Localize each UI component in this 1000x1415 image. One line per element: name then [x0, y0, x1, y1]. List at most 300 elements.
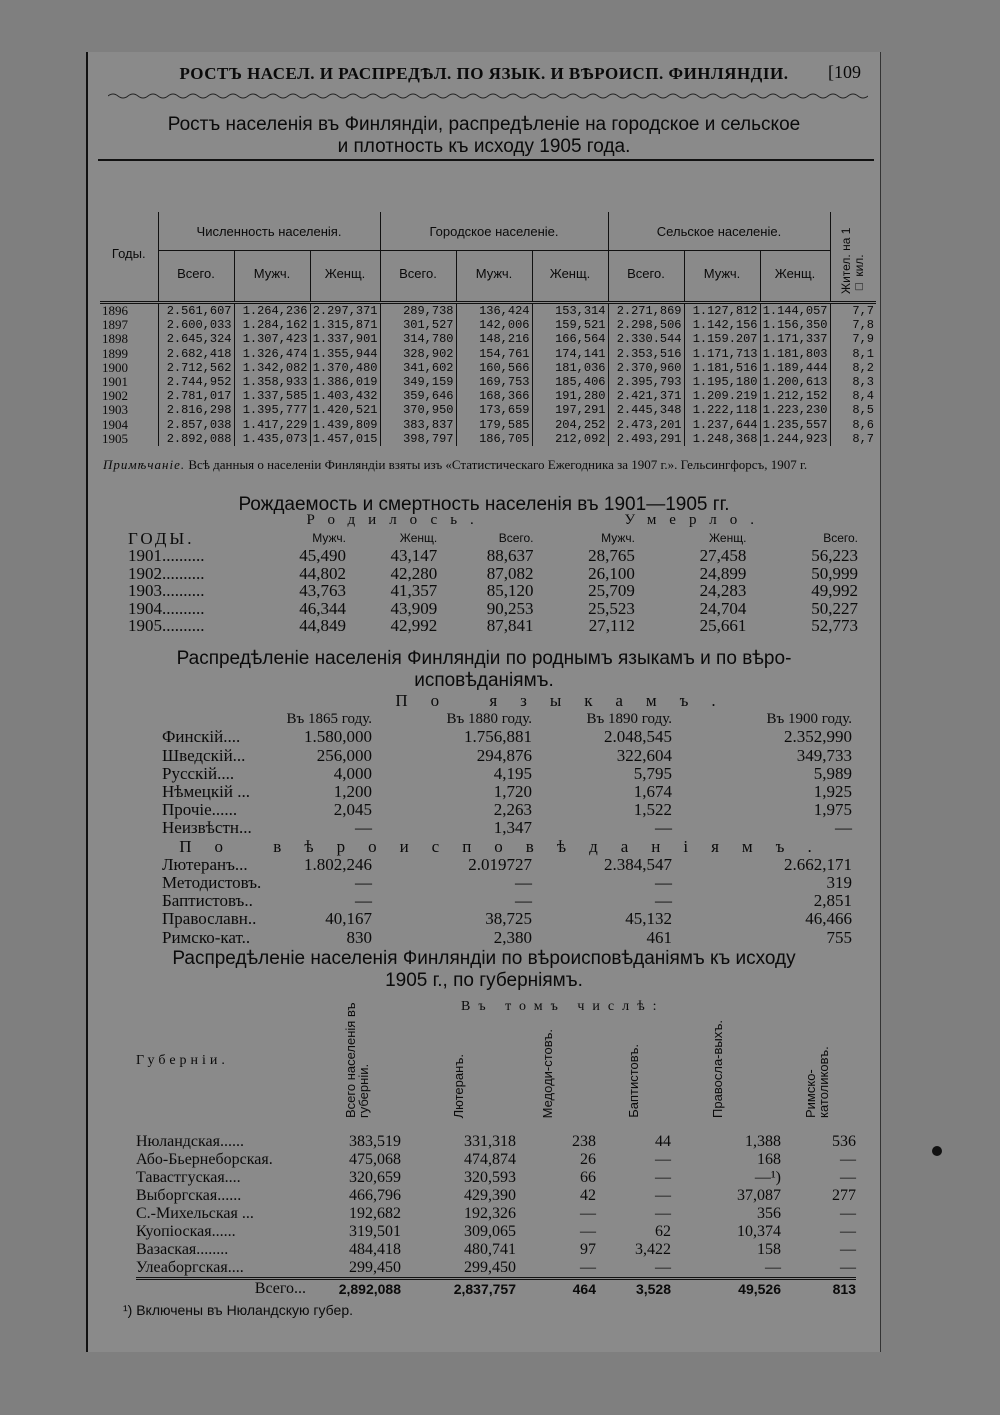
gub-cell: Куопіоская...... [136, 1223, 236, 1240]
cell: 8,3 [852, 375, 874, 390]
in-that-header: Въ томъ числѣ: [461, 999, 665, 1014]
table-row [100, 318, 876, 332]
total-cell: 464 [516, 1279, 596, 1299]
cell: 2,851 [813, 891, 852, 911]
cell: 755 [826, 927, 852, 947]
cell: 85,120 [486, 581, 534, 600]
total-cell: 2,892,088 [316, 1279, 401, 1299]
total-label: Всего... [136, 1279, 316, 1299]
cell: 1.244,923 [760, 432, 830, 446]
cell: 2.493,291 [608, 432, 684, 446]
cell: 148,216 [456, 332, 532, 346]
cell: — [840, 1151, 856, 1168]
table-row [128, 600, 858, 618]
gub-cell: Улеаборгская.... [136, 1259, 244, 1276]
year-cell: 1898 [100, 332, 158, 346]
ink-dot [932, 1146, 942, 1156]
total-cell: 49,526 [671, 1279, 781, 1299]
cell: 356 [757, 1205, 781, 1222]
cell: 24,283 [699, 581, 747, 600]
table-row [162, 765, 852, 783]
cell: 2.352,990 [784, 727, 852, 747]
cell: 2.384,547 [604, 854, 672, 874]
cell: — [355, 873, 372, 893]
lang-title-line1: Распредѣленіе населенія Финляндіи по роднымъ языкамъ и по вѣро- [176, 648, 792, 669]
sub-m: Мужч. [684, 251, 760, 296]
cell: 185,406 [532, 375, 608, 389]
total-cell: 3,528 [596, 1279, 671, 1299]
sub-f: Женщ. [310, 251, 380, 296]
cell: 179,585 [456, 418, 532, 432]
cell: 168 [757, 1151, 781, 1168]
cell: 8,4 [852, 389, 874, 404]
col-luth: Лютеранъ. [451, 1053, 466, 1118]
cell: 256,000 [316, 745, 372, 765]
cell: 8,7 [852, 431, 874, 446]
cell: 154,761 [456, 347, 532, 361]
group-urban: Городское населеніе. [380, 212, 608, 251]
table-row [162, 783, 852, 801]
col-meth: Медоди-стовъ. [540, 1028, 555, 1118]
gub-cell: С.-Михельская ... [136, 1205, 254, 1222]
cell: 56,223 [811, 546, 858, 565]
growth-table [100, 212, 876, 446]
cell: 1.326,474 [234, 347, 310, 361]
cell: 169,753 [456, 375, 532, 389]
year-cell: 1896 [100, 303, 158, 319]
cell: 46,466 [805, 909, 852, 929]
cell: 42,280 [390, 563, 438, 583]
religion-cell: Православн.. [162, 909, 257, 929]
cell: 2.645,324 [158, 332, 234, 346]
cell: 1.358,933 [234, 375, 310, 389]
sub-m: Мужч. [456, 251, 532, 296]
religion-cell: Баптистовъ.. [162, 891, 253, 911]
cell: 2.048,545 [604, 727, 672, 747]
cell: 1.337,901 [310, 332, 380, 346]
cell: 2.473,201 [608, 418, 684, 432]
cell: 429,390 [464, 1187, 516, 1204]
cell: 1.435,073 [234, 432, 310, 446]
cell: — [840, 1205, 856, 1222]
cell: 1.337,585 [234, 389, 310, 403]
cell: 1.127,812 [684, 303, 760, 319]
table-row [162, 728, 852, 746]
cell: — [655, 1259, 671, 1276]
table-row [136, 1187, 856, 1205]
cell: 480,741 [464, 1241, 516, 1258]
sub-m: Мужч. [312, 530, 346, 545]
lang-title [88, 648, 880, 692]
cell: 158 [757, 1241, 781, 1258]
cell: 1,720 [493, 782, 532, 802]
cell: 1.237,644 [684, 418, 760, 432]
sub-all: Всего. [380, 251, 456, 296]
cell: 398,797 [380, 432, 456, 446]
cell: 319,501 [349, 1223, 401, 1240]
cell: 2.421,371 [608, 389, 684, 403]
year-cell: 1897 [100, 318, 158, 332]
cell: 1,200 [333, 782, 372, 802]
cell: 166,564 [532, 332, 608, 346]
cell: 26 [580, 1151, 596, 1168]
cell: 25,661 [699, 616, 747, 635]
cell: 1,975 [813, 800, 852, 820]
cell: 160,566 [456, 361, 532, 375]
cell: 45,132 [625, 909, 672, 929]
note-text: Всѣ данныя о населеніи Финляндіи взяты изъ «Статистическаго Ежегодника за 1907 г.». Гельсингфорсъ, 1907 г. [188, 457, 808, 472]
cell: 1,925 [813, 782, 852, 802]
col-density: Жител. на 1 □ кил. [839, 227, 867, 294]
cell: 1.403,432 [310, 389, 380, 403]
cell: 349,159 [380, 375, 456, 389]
cell: 8,2 [852, 360, 874, 375]
table-row [100, 361, 876, 375]
cell: 5,989 [813, 763, 852, 783]
cell: — [655, 1187, 671, 1204]
cell: — [655, 1205, 671, 1222]
cell: 2.662,171 [784, 854, 852, 874]
cell: 1.209.219 [684, 389, 760, 403]
cell: 2,045 [333, 800, 372, 820]
gub-title-line2: 1905 г., по губерніямъ. [385, 970, 583, 991]
cell: 159,521 [532, 318, 608, 332]
cell: 62 [655, 1223, 671, 1240]
cell: 830 [346, 927, 372, 947]
cell: 212,092 [532, 432, 608, 446]
cell: 88,637 [486, 546, 534, 565]
sub-f: Женщ. [708, 530, 747, 545]
table-row [128, 565, 858, 583]
cell: — [655, 1151, 671, 1168]
wavy-rule [108, 92, 868, 100]
cell: — [580, 1259, 596, 1276]
cell: 2.019727 [468, 854, 532, 874]
cell: 45,490 [299, 546, 346, 565]
cell: 1.802,246 [304, 854, 372, 874]
cell: — [515, 873, 532, 893]
cell: 328,902 [380, 347, 456, 361]
cell: 25,709 [588, 581, 635, 600]
cell: 474,874 [464, 1151, 516, 1168]
cell: 1.355,944 [310, 347, 380, 361]
by-lang-header: По языкамъ. [395, 691, 739, 710]
cell: — [655, 1169, 671, 1186]
cell: 44,849 [299, 616, 346, 635]
group-total: Численность населенія. [158, 212, 380, 251]
cell: — [840, 1169, 856, 1186]
table-row [100, 375, 876, 389]
year-cell: 1901 [100, 375, 158, 389]
cell: 1.248,368 [684, 432, 760, 446]
table-row [100, 432, 876, 446]
cell: 49,992 [811, 581, 858, 600]
cell: 309,065 [464, 1223, 516, 1240]
table-row [100, 403, 876, 417]
rule [98, 159, 874, 161]
cell: 2.712,562 [158, 361, 234, 375]
cell: 1.181,803 [760, 347, 830, 361]
cell: 1.222,118 [684, 403, 760, 417]
cell: 2.445,348 [608, 403, 684, 417]
sub-all: Всего. [608, 251, 684, 296]
language-cell: Шведскій... [162, 745, 246, 765]
cell: 1.171,337 [760, 332, 830, 346]
language-cell: Нѣмецкій ... [162, 782, 250, 802]
cell: 1.189,444 [760, 361, 830, 375]
table-row [100, 418, 876, 432]
gub-table [136, 998, 856, 1298]
language-cell: Финскій.... [162, 727, 241, 747]
language-cell: Прочіе...... [162, 800, 238, 820]
cell: 294,876 [476, 745, 532, 765]
cell: 2.271,869 [608, 303, 684, 319]
cell: 87,082 [486, 563, 534, 583]
cell: 97 [580, 1241, 596, 1258]
cell: 1.342,082 [234, 361, 310, 375]
table-row [162, 856, 852, 874]
cell: 299,450 [349, 1259, 401, 1276]
cell: 24,704 [699, 598, 747, 618]
cell: 1.156,350 [760, 318, 830, 332]
cell: — [580, 1205, 596, 1222]
cell: 2.370,960 [608, 361, 684, 375]
cell: 2.682,418 [158, 347, 234, 361]
cell: 37,087 [737, 1187, 781, 1204]
cell: 1.370,480 [310, 361, 380, 375]
group-rural: Сельское населеніе. [608, 212, 830, 251]
sub-all: Всего. [498, 530, 534, 545]
cell: 44,802 [299, 563, 346, 583]
cell: 1,347 [493, 818, 532, 838]
cell: 8,6 [852, 417, 874, 432]
by-rel-header: По вѣроисповѣданіямъ. [179, 836, 835, 856]
cell: 173,659 [456, 403, 532, 417]
table-row [100, 389, 876, 403]
cell: — [355, 818, 372, 838]
cell: — [840, 1223, 856, 1240]
year-cell: 1901.......... [128, 546, 205, 565]
cell: 1.307,423 [234, 332, 310, 346]
cell: 1.181,516 [684, 361, 760, 375]
cell: 4,000 [333, 763, 372, 783]
gub-cell: Або-Бьернеборская. [136, 1151, 273, 1168]
col-gub: Губерніи. [136, 1052, 229, 1068]
cell: 4,195 [493, 763, 532, 783]
language-cell: Неизвѣстн... [162, 818, 252, 838]
cell: 186,705 [456, 432, 532, 446]
year-1880: Въ 1880 году. [446, 711, 532, 728]
cell: 1.212,152 [760, 389, 830, 403]
year-cell: 1903.......... [128, 581, 205, 600]
lang-title-line2: исповѣданіямъ. [414, 670, 554, 691]
col-bapt: Баптистовъ. [626, 1044, 641, 1118]
table-row [128, 582, 858, 600]
cell: 1,674 [633, 782, 672, 802]
cell: 1.264,236 [234, 303, 310, 319]
year-cell: 1899 [100, 347, 158, 361]
cell: 52,773 [811, 616, 858, 635]
gub-cell: Выборгская...... [136, 1187, 242, 1204]
growth-title-line1: Ростъ населенія въ Финляндіи, распредѣленіе на городское и сельское [167, 114, 801, 135]
cell: 66 [580, 1169, 596, 1186]
cell: 24,899 [699, 563, 747, 583]
cell: 7,8 [852, 318, 874, 333]
cell: — [355, 891, 372, 911]
sub-f: Женщ. [760, 251, 830, 296]
cell: 238 [572, 1133, 596, 1150]
cell: 1.386,019 [310, 375, 380, 389]
cell: 192,326 [464, 1205, 516, 1222]
total-cell: 813 [781, 1279, 856, 1299]
cell: 8,5 [852, 403, 874, 418]
cell: 2.298,506 [608, 318, 684, 332]
table-row [136, 1169, 856, 1187]
cell: 2.744,952 [158, 375, 234, 389]
year-cell: 1904.......... [128, 598, 205, 618]
cell: 2.857,038 [158, 418, 234, 432]
cell: 41,357 [390, 581, 438, 600]
cell: 174,141 [532, 347, 608, 361]
table-row [136, 1223, 856, 1241]
cell: 1.315,871 [310, 318, 380, 332]
total-cell: 2,837,757 [401, 1279, 516, 1299]
language-cell: Русскій.... [162, 763, 235, 783]
year-cell: 1905.......... [128, 616, 205, 635]
table-row [162, 801, 852, 819]
col-years: Годы. [100, 212, 158, 295]
cell: 2.353,516 [608, 347, 684, 361]
cell: 475,068 [349, 1151, 401, 1168]
col-cath: Римско-католиковъ. [802, 1046, 831, 1118]
cell: 320,593 [464, 1169, 516, 1186]
cell: 1.200,613 [760, 375, 830, 389]
cell: — [840, 1259, 856, 1276]
gub-cell: Вазаская........ [136, 1241, 229, 1258]
cell: 341,602 [380, 361, 456, 375]
cell: 153,314 [532, 303, 608, 319]
year-cell: 1905 [100, 432, 158, 446]
cell: 1.159.207 [684, 332, 760, 346]
table-row [100, 347, 876, 361]
running-header: РОСТЪ НАСЕЛ. И РАСПРЕДѢЛ. ПО ЯЗЫК. И ВѢРОИСП. ФИНЛЯНДІИ. [179, 64, 789, 83]
cell: 383,519 [349, 1133, 401, 1150]
table-row [100, 332, 876, 346]
table-row [162, 892, 852, 910]
table-row [162, 747, 852, 765]
cell: 38,725 [485, 909, 532, 929]
born-header: Родилось. [306, 512, 487, 528]
year-1865: Въ 1865 году. [286, 711, 372, 728]
cell: 1.417,229 [234, 418, 310, 432]
cell: 40,167 [325, 909, 372, 929]
table-row [136, 1241, 856, 1259]
cell: 1.420,521 [310, 403, 380, 417]
cell: 43,147 [390, 546, 438, 565]
table-row [136, 1205, 856, 1223]
cell: 42,992 [390, 616, 438, 635]
gub-title [88, 948, 880, 992]
cell: 1.284,162 [234, 318, 310, 332]
cell: 322,604 [616, 745, 672, 765]
cell: 1,522 [633, 800, 672, 820]
cell: 46,344 [299, 598, 346, 618]
col-orth: Правосла-выхъ. [710, 1020, 725, 1118]
cell: 319 [826, 873, 852, 893]
table-row [128, 547, 858, 565]
table-row [128, 617, 858, 635]
year-cell: 1904 [100, 418, 158, 432]
cell: 2.330.544 [608, 332, 684, 346]
cell: 8,1 [852, 346, 874, 361]
cell: 349,733 [796, 745, 852, 765]
cell: 1.756,881 [464, 727, 532, 747]
year-1900: Въ 1900 году. [766, 711, 852, 728]
cell: 2,263 [493, 800, 532, 820]
growth-title [88, 114, 880, 158]
cell: — [580, 1223, 596, 1240]
lang-table [162, 692, 852, 947]
cell: — [765, 1259, 781, 1276]
table-row [162, 874, 852, 892]
growth-title-line2: и плотность къ исходу 1905 года. [337, 136, 631, 157]
cell: 50,227 [811, 598, 858, 618]
cell: 331,318 [464, 1133, 516, 1150]
cell: 383,837 [380, 418, 456, 432]
table-row [100, 303, 876, 319]
cell: 320,659 [349, 1169, 401, 1186]
cell: 2.297,371 [310, 303, 380, 319]
cell: 192,682 [349, 1205, 401, 1222]
table-row [136, 1151, 856, 1169]
cell: 359,646 [380, 389, 456, 403]
gub-cell: Нюландская...... [136, 1133, 244, 1150]
cell: 1.144,057 [760, 303, 830, 319]
sub-m: Мужч. [601, 530, 635, 545]
year-cell: 1902 [100, 389, 158, 403]
note-label: Примѣчаніе. [103, 457, 186, 472]
births-table [128, 512, 858, 635]
gub-cell: Тавастгуская.... [136, 1169, 241, 1186]
cell: — [655, 891, 672, 911]
cell: — [840, 1241, 856, 1258]
cell: 7,9 [852, 332, 874, 347]
cell: 43,909 [390, 598, 438, 618]
cell: 26,100 [588, 563, 635, 583]
cell: 1,388 [745, 1133, 781, 1150]
cell: 2.600,033 [158, 318, 234, 332]
cell: 2.781,017 [158, 389, 234, 403]
cell: — [835, 818, 852, 838]
births-title: Рождаемость и смертность населенія въ 1901—1905 гг. [238, 494, 730, 515]
cell: 1.457,015 [310, 432, 380, 446]
table-row [136, 1259, 856, 1279]
sub-all: Всего. [823, 530, 858, 545]
cell: — [515, 891, 532, 911]
footnote: ¹) Включены въ Нюландскую губер. [123, 1302, 353, 1318]
cell: 299,450 [464, 1259, 516, 1276]
cell: 27,112 [588, 616, 635, 635]
cell: 1.395,777 [234, 403, 310, 417]
cell: 466,796 [349, 1187, 401, 1204]
cell: 10,374 [737, 1223, 781, 1240]
cell: 204,252 [532, 418, 608, 432]
sub-m: Мужч. [234, 251, 310, 296]
cell: 168,366 [456, 389, 532, 403]
cell: 181,036 [532, 361, 608, 375]
sub-f: Женщ. [532, 251, 608, 296]
cell: 50,999 [811, 563, 858, 583]
